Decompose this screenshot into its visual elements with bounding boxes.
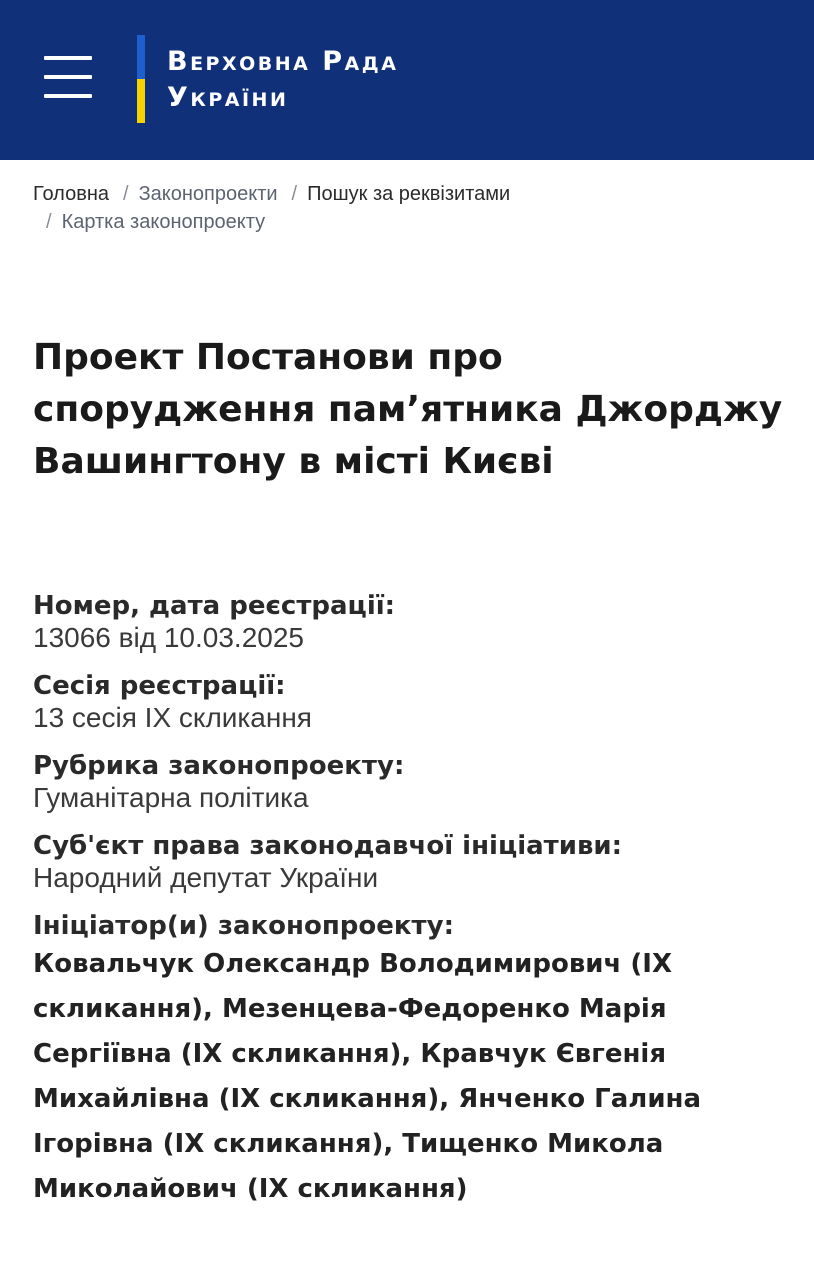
breadcrumb-current: Картка законопроекту — [61, 211, 266, 233]
logo-line-1: Верховна Рада — [167, 46, 399, 77]
page-title: Проект Постанови про спорудження пам’ятника Джорджу Вашингтону в місті Києві — [33, 337, 783, 482]
field-category — [33, 750, 793, 814]
bill-details — [33, 590, 793, 1228]
initiators-list: Ковальчук Олександр Володимирович (IX скликання), Мезенцева-Федоренко Марія Сергіївна (IX скликання), Кравчук Євгенія Михайлівна (IX скликання), Янченко Галина Ігорівна (IX скликання), Тищенко Микола Миколайович (IX скликання) — [33, 949, 702, 1204]
field-label: Сесія реєстрації: — [33, 671, 286, 701]
breadcrumb — [33, 180, 773, 236]
field-value: 13066 від 10.03.2025 — [33, 622, 304, 653]
field-label: Ініціатор(и) законопроекту: — [33, 911, 454, 941]
site-header — [0, 0, 814, 160]
field-label: Суб'єкт права законодавчої ініціативи: — [33, 831, 623, 861]
field-subject — [33, 830, 793, 894]
field-registration — [33, 590, 793, 654]
hamburger-menu-icon[interactable] — [44, 56, 92, 100]
field-session — [33, 670, 793, 734]
breadcrumb-separator: / — [46, 211, 52, 233]
breadcrumb-separator: / — [291, 183, 298, 205]
breadcrumb-bills[interactable]: Законопроекти — [138, 183, 278, 205]
logo-line-2: України — [167, 82, 289, 113]
breadcrumb-home[interactable]: Головна — [33, 183, 109, 205]
field-initiators — [33, 910, 793, 1212]
field-value: Народний депутат України — [33, 862, 379, 893]
field-label: Рубрика законопроекту: — [33, 751, 405, 781]
field-label: Номер, дата реєстрації: — [33, 591, 396, 621]
field-value: 13 сесія IX скликання — [33, 702, 312, 733]
flag-icon — [137, 35, 145, 123]
field-value: Гуманітарна політика — [33, 782, 309, 813]
breadcrumb-search[interactable]: Пошук за реквізитами — [307, 183, 511, 205]
breadcrumb-separator: / — [123, 183, 129, 205]
site-logo[interactable] — [167, 44, 398, 116]
